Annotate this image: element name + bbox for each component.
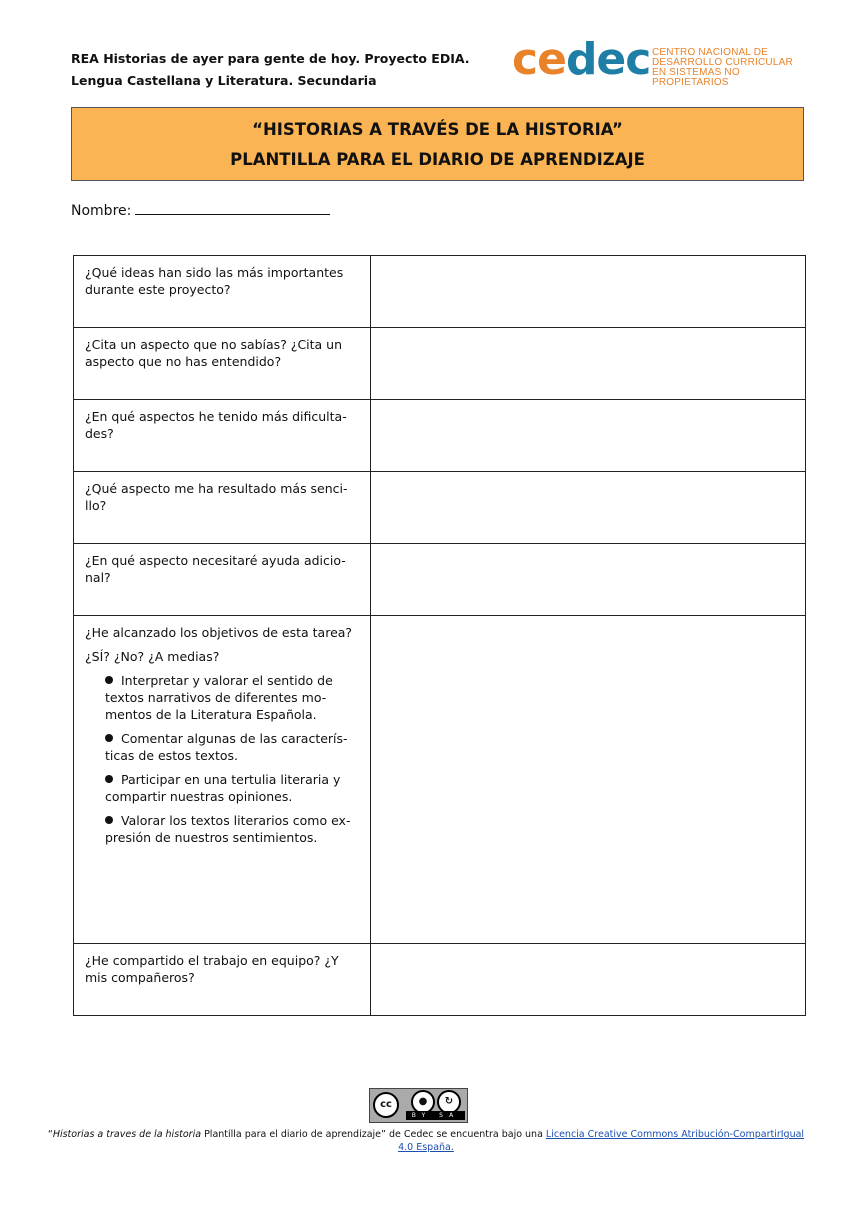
table-row: [74, 400, 806, 472]
answer-cell[interactable]: [371, 944, 806, 1016]
share-alike-icon: ↻: [437, 1090, 461, 1114]
cc-license-badge[interactable]: [369, 1088, 468, 1123]
table-row: [74, 328, 806, 400]
bullet-icon: [105, 734, 113, 742]
title-line-2: PLANTILLA PARA EL DIARIO DE APRENDIZAJE: [230, 150, 645, 169]
answer-cell[interactable]: [371, 400, 806, 472]
list-item: Interpretar y valorar el sentido de textos narrativos de diferentes mo-mentos de la Literatura Española.: [105, 673, 333, 722]
table-row: [74, 544, 806, 616]
cc-badge-bar: BY SA: [406, 1111, 465, 1120]
objectives-question-cell: [74, 616, 371, 944]
question-cell: ¿Cita un aspecto que no sabías? ¿Cita un aspecto que no has entendido?: [74, 328, 371, 400]
attribution-icon: ●: [411, 1090, 435, 1114]
question-cell: ¿En qué aspecto necesitaré ayuda adicio-nal?: [74, 544, 371, 616]
table-row: [74, 944, 806, 1016]
list-item: Valorar los textos literarios como ex-presión de nuestros sentimientos.: [105, 813, 351, 845]
diary-table: [73, 255, 806, 1016]
cedec-logo-subtitle: CENTRO NACIONAL DE DESARROLLO CURRICULAR EN SISTEMAS NO PROPIETARIOS: [652, 47, 793, 88]
answer-cell[interactable]: [371, 256, 806, 328]
cedec-logo-word: cedec: [512, 34, 651, 85]
objectives-list: [85, 672, 360, 846]
work-title: Historias a traves de la historia: [52, 1129, 202, 1140]
question-cell: ¿He compartido el trabajo en equipo? ¿Y mis compañeros?: [74, 944, 371, 1016]
objectives-question: ¿He alcanzado los objetivos de esta tarea?: [85, 625, 353, 640]
question-cell: ¿Qué ideas han sido las más importantes durante este proyecto?: [74, 256, 371, 328]
question-cell: ¿En qué aspectos he tenido más dificulta-des?: [74, 400, 371, 472]
license-link[interactable]: Licencia Creative Commons Atribución-CompartirIgual 4.0 España.: [398, 1129, 805, 1153]
table-row: [74, 256, 806, 328]
bullet-icon: [105, 676, 113, 684]
question-cell: ¿Qué aspecto me ha resultado más senci-llo?: [74, 472, 371, 544]
objectives-options: ¿SÍ? ¿No? ¿A medias?: [85, 649, 220, 664]
license-footer: “Historias a traves de la historia Plantilla para el diario de aprendizaje” de Cedec se encuentra bajo una Licencia Creative Commons Atribución-CompartirIgual 4.0 España.: [47, 1129, 805, 1153]
answer-cell[interactable]: [371, 328, 806, 400]
table-row: [74, 616, 806, 944]
header-line-subject: Lengua Castellana y Literatura. Secundaria: [71, 73, 377, 88]
bullet-icon: [105, 816, 113, 824]
name-label: Nombre:: [71, 203, 132, 219]
answer-cell[interactable]: [371, 544, 806, 616]
cedec-logo: [512, 34, 812, 88]
name-blank-line[interactable]: [135, 200, 330, 215]
table-row: [74, 472, 806, 544]
header-line-project: REA Historias de ayer para gente de hoy. Proyecto EDIA.: [71, 51, 470, 66]
document-header: [71, 48, 470, 92]
title-banner: [71, 107, 804, 181]
name-field: [71, 200, 330, 219]
title-line-1: “HISTORIAS A TRAVÉS DE LA HISTORIA”: [252, 120, 623, 139]
bullet-icon: [105, 775, 113, 783]
list-item: Participar en una tertulia literaria y compartir nuestras opiniones.: [105, 772, 341, 804]
cc-icon: cc: [373, 1092, 399, 1118]
answer-cell[interactable]: [371, 472, 806, 544]
answer-cell[interactable]: [371, 616, 806, 944]
list-item: Comentar algunas de las caracterís-ticas de estos textos.: [105, 731, 348, 763]
